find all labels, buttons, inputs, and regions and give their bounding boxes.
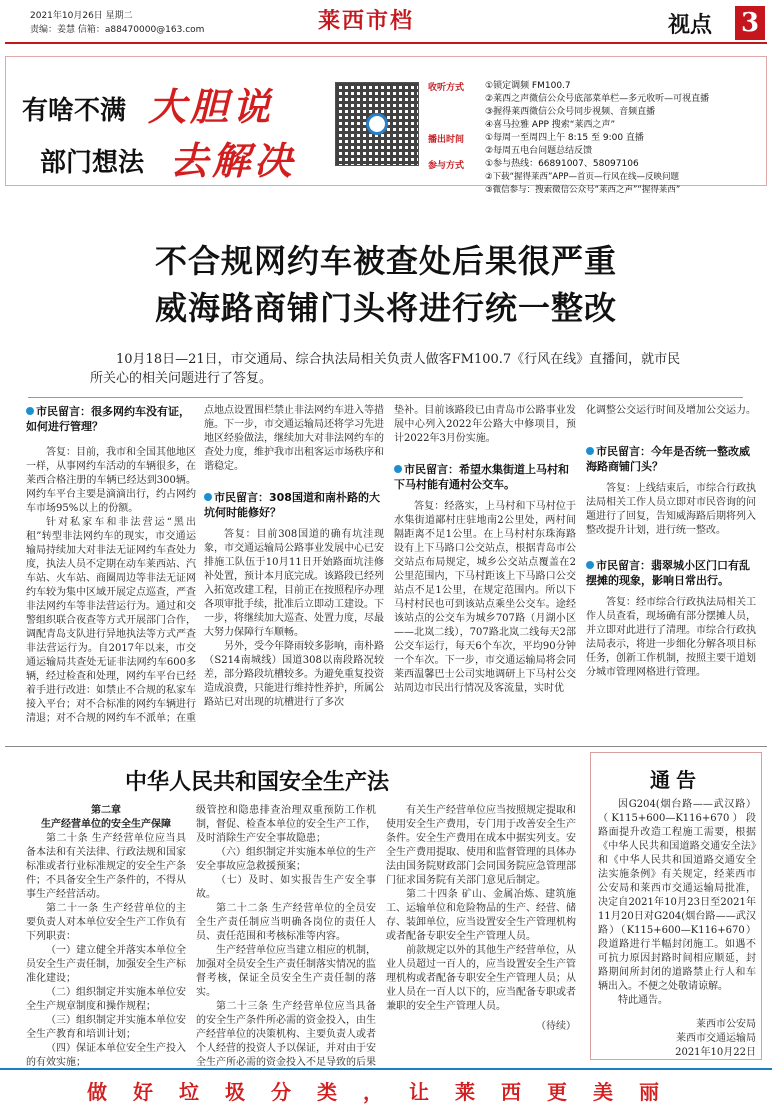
slogan-line2-b: 去解决: [170, 138, 297, 183]
law-text: （七）及时、如实报告生产安全事故。: [196, 875, 376, 900]
law-text: （六）组织制定并实施本单位的生产安全事故应急救援预案；: [196, 847, 376, 872]
law-text: 前款规定以外的其他生产经营单位，从业人员超过一百人的，应当设置安全生产管理机构或者配备专职安全生产管理人员；从业人员在一百人以下的，应当配备专职或者兼职的安全生产管理人员。: [386, 945, 576, 1012]
headline-line1: 不合规网约车被查处后果很严重: [154, 242, 617, 280]
law-text: （一）建立健全并落实本单位全员安全生产责任制，加强安全生产标准化建设；: [26, 945, 186, 984]
law-text: 第二十条 生产经营单位应当具备本法和有关法律、行政法规和国家标准或者行业标准规定的安全生产条件；不具备安全生产条件的，不得从事生产经营活动。: [26, 833, 186, 900]
law-text: 级管控和隐患排查治理双重预防工作机制，督促、检查本单位的安全生产工作，及时消除生产安全事故隐患；: [196, 805, 376, 844]
article-col-3: [394, 404, 576, 696]
footer-slogan: 做好垃圾分类，让莱西更美丽: [87, 1080, 685, 1104]
bullet-icon: [26, 407, 34, 415]
join-label: 参与方式: [428, 161, 465, 171]
answer-text: 答复：经落实，上马村和下马村位于水集街道鄙村庄驻地南2公里处，两村间隔距离不足1公里。在上马村村东珠海路设有上下马路口公交站点，根据青岛市公交站点布局规定，城乡公交站点覆盖在2公里范围内，下马村距该上下马路口公交站点不足1公里，在规定范围内。所以下马村村民也可到该站点乘坐公交车。途经该站点的公交车为城乡707路（月湖小区——北岚二线），707路北岚二线每天2部公交车运行，每天6个车次，平均90分钟一个车次。下一步，市交通运输局将会同莱西温馨巴士公司实地调研上下马村公交站周边市民出行情况及客流量，实时优: [394, 501, 576, 694]
law-text: 第二十二条 生产经营单位的全员安全生产责任制应当明确各岗位的责任人员、责任范围和考核标准等内容。: [196, 903, 376, 942]
law-col-1: [26, 804, 186, 1098]
header-editor: 责编：姜慧 信箱：a88470000@163.com: [30, 25, 205, 35]
question-heading: 市民留言：308国道和南朴路的大坑何时能修好？: [204, 491, 380, 519]
listen-item: ③握得莱西微信公众号同步视频、音频直播: [485, 107, 656, 117]
headline-line2: 威海路商铺门头将进行统一整改: [154, 289, 617, 327]
law-chapter-title: 生产经营单位的安全生产保障: [41, 819, 171, 830]
listen-item: ②莱西之声微信公众号底部菜单栏—多元收听—可视直播: [485, 94, 710, 104]
masthead-logo: 莱西市档: [318, 8, 415, 34]
law-text: 生产经营单位应当建立相应的机制，加强对全员安全生产责任制落实情况的监督考核，保证全员安全生产责任制的落实。: [196, 945, 376, 998]
qr-logo-icon: [366, 113, 388, 135]
notice-content: [598, 798, 756, 1060]
to-be-continued: （待续）: [536, 1021, 576, 1032]
article-col-2: [204, 404, 384, 710]
header-date: 2021年10月26日 星期二: [30, 11, 133, 21]
answer-text: 针对私家车和非法营运“黑出租”转型非法网约车的现实，市交通运输局持续加大对非法无证网约车查处力度，执法人员不定期在动车莱西站、汽车站、火车站、商圈周边等非法无证网约车较为集中区域开展定点巡查，严查非法网约车等非法营运行为。通过和交警组织联合夜查等方式开展部门合作，调配青岛支队进行异地执法等方式严查非法营运行为。自2017年以来，市交通运输局共查处无证非法网约车600多辆，经过检查和处理，网约车平台已经着手进行改进：如禁止不合规的私家车接入平台；对不合标准的网约车辆进行清退；对不合规的网约车不派单；在重: [26, 517, 196, 724]
notice-date: 2021年10月22日: [675, 1047, 756, 1058]
law-title: 中华人民共和国安全生产法: [125, 769, 390, 795]
question-heading: 市民留言：今年是否统一整改威海路商铺门头？: [586, 445, 750, 473]
answer-text: 另外，受今年降雨较多影响，南朴路（S214南城线）国道308以南段路况较差，部分路段坑槽较多。为避免重复投资造成浪费，只能进行维持性养护，所属公路站已对出现的坑槽进行了多次: [204, 641, 384, 708]
law-text: （三）组织制定并实施本单位安全生产教育和培训计划；: [26, 1015, 186, 1040]
answer-text: 点地点设置围栏禁止非法网约车进入等措施。下一步，市交通运输局还将学习先进地区经验做法，继续加大对非法网约车的查处力度，维护我市出租客运市场秩序和谐稳定。: [204, 405, 384, 472]
answer-text: 化调整公交运行时间及增加公交运力。: [586, 405, 756, 416]
answer-text: 答复：上线结束后，市综合行政执法局相关工作人员立即对市民咨询的问题进行了回复，告知威海路后期将列入整改提升计划，进行统一整改。: [586, 483, 756, 536]
section-title: 视点: [668, 13, 713, 38]
answer-text: 答复：经市综合行政执法局相关工作人员查看，现场确有部分摆摊人员，并立即对此进行了清理。市综合行政执法局表示，将进一步细化分解各项目标任务，创新工作机制，按照主要干道划分城市管理网格进行管理。: [586, 597, 756, 678]
answer-text: 答复：目前，我市和全国其他地区一样，从事网约车活动的车辆很多，在莱西合格注册的车辆已经达到300辆。网约车平台主要是滴滴出行，约占网约车市场95%以上的份额。: [26, 447, 196, 514]
time-label: 播出时间: [428, 135, 465, 145]
notice-closing: 特此通告。: [618, 995, 668, 1006]
bullet-icon: [586, 447, 594, 455]
intro-divider: [28, 397, 743, 398]
article-intro: 10月18日—21日，市交通局、综合执法局相关负责人做客FM100.7《行风在线》直播间，就市民所关心的相关问题进行了答复。: [90, 352, 681, 386]
bullet-icon: [586, 561, 594, 569]
law-text: 第二十一条 生产经营单位的主要负责人对本单位安全生产工作负有下列职责：: [26, 903, 186, 942]
bullet-icon: [394, 465, 402, 473]
answer-text: 答复：目前308国道的确有坑洼现象，市交通运输局公路事业发展中心已安排施工队伍于10月11日开始路面坑洼修补处置，预计本月底完成。该路段已经列入拓宽改建工程，目前正在按照程序办理各项审批手续，批准后立即动工建设。下一步，将继续加大巡查、处置力度，尽最大努力保障行车顺畅。: [204, 529, 384, 638]
time-item: ②每周五电台问题总结反馈: [485, 146, 593, 156]
listen-label: 收听方式: [428, 83, 465, 93]
listen-item: ④喜马拉雅 APP 搜索“莱西之声”: [485, 120, 616, 130]
notice-signer: 莱西市交通运输局: [676, 1033, 756, 1044]
bullet-icon: [204, 493, 212, 501]
join-item: ①参与热线：66891007、58097106: [485, 159, 639, 169]
article-col-1: [26, 404, 196, 726]
article-col-4: [586, 404, 756, 680]
join-item: ③微信参与：搜索微信公众号“莱西之声”“握得莱西”: [485, 185, 681, 195]
law-text: （四）保证本单位安全生产投入的有效实施；: [26, 1043, 186, 1068]
slogan-line1-a: 有啥不满: [22, 96, 127, 126]
listen-item: ①锁定调频 FM100.7: [485, 81, 571, 91]
question-heading: 市民留言：翡翠城小区门口有乱摆摊的现象，影响日常出行。: [586, 559, 750, 587]
question-heading: 市民留言：希望水集街道上马村和下马村能有通村公交车。: [394, 463, 569, 491]
page-number: 3: [735, 6, 765, 40]
join-item: ②下载“握得莱西”APP—首页—行风在线—反映问题: [485, 172, 679, 182]
header-rule: [5, 42, 767, 44]
law-col-2: [196, 804, 376, 1084]
law-text: 第二十四条 矿山、金属冶炼、建筑施工、运输单位和危险物品的生产、经营、储存、装卸单位，应当设置安全生产管理机构或者配备专职安全生产管理人员。: [386, 889, 576, 942]
law-text: 有关生产经营单位应当按照规定提取和使用安全生产费用，专门用于改善安全生产条件。安全生产费用在成本中据实列支。安全生产费用提取、使用和监督管理的具体办法由国务院财政部门会同国务院应急管理部门征求国务院有关部门意见后制定。: [386, 805, 576, 886]
law-chapter: 第二章: [91, 805, 121, 816]
slogan-line1-b: 大胆说: [148, 84, 275, 129]
law-text: （二）组织制定并实施本单位安全生产规章制度和操作规程；: [26, 987, 186, 1012]
section-divider: [5, 746, 767, 747]
law-text: 第二十三条 生产经营单位应当具备的安全生产条件所必需的资金投入，由生产经营单位的决策机构、主要负责人或者个人经营的投资人予以保证，并对由于安全生产所必需的资金投入不足导致的后果: [196, 1001, 376, 1068]
slogan-line2-a: 部门想法: [40, 148, 145, 178]
notice-title: 通告: [650, 768, 702, 792]
answer-text: 垫补。目前该路段已由青岛市公路事业发展中心列入2022年公路大中修项目，预计2022年3月份实施。: [394, 405, 576, 444]
time-item: ①每周一至周四上午 8:15 至 9:00 直播: [485, 133, 644, 143]
law-col-3: [386, 804, 576, 1034]
notice-body: 因G204(烟台路——武汉路）（K115+600—K116+670）段路面提升改造工程施工需要，根据《中华人民共和国道路交通安全法》和《中华人民共和国道路交通安全法实施条例》有关规定，经莱西市公安局和莱西市交通运输局批准，决定自2021年10月23日至2021年11月20日对G204(烟台路——武汉路）（K115+600—K116+670）段道路进行半幅封闭施工。如遇不可抗力原因封路时间相应顺延，封路期间所封闭的道路禁止行人和车辆出入。不便之处敬请谅解。: [598, 799, 756, 992]
notice-signer: 莱西市公安局: [696, 1019, 756, 1030]
question-heading: 市民留言：很多网约车没有证，如何进行管理？: [26, 405, 190, 433]
